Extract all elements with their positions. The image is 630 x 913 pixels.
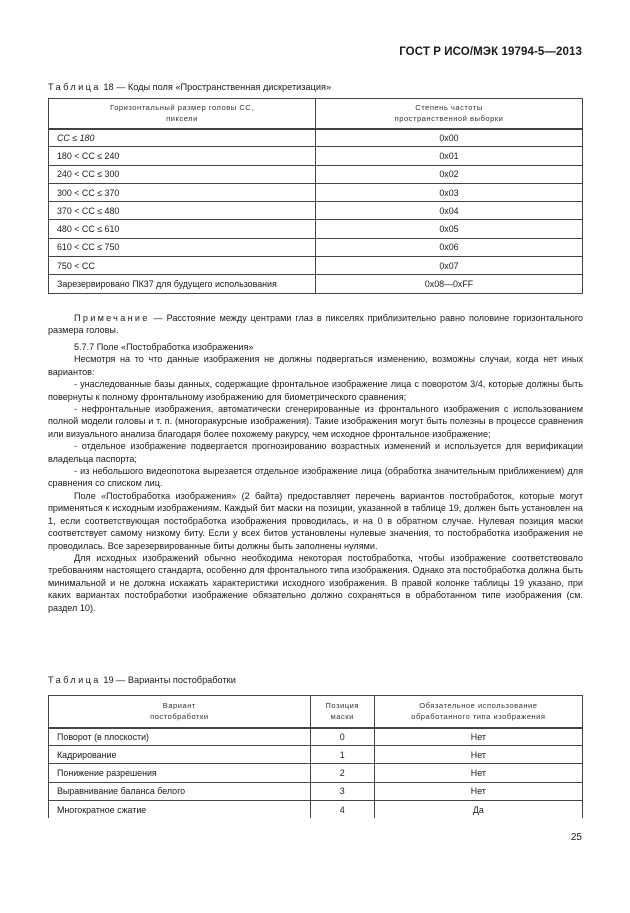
table-cell-variant: Понижение разрешения (49, 764, 311, 782)
table-cell-required: Нет (374, 728, 582, 746)
table-row (49, 202, 583, 220)
table-18-caption-text: 18 — Коды поля «Пространственная дискретизация» (100, 82, 332, 92)
note-text: — Расстояние между центрами глаз в пикселях приблизительно равно половине горизонтального размера головы. (48, 313, 583, 336)
table-cell-range: 300 < CC ≤ 370 (49, 183, 316, 201)
table-cell-required: Нет (374, 782, 582, 800)
table-row (49, 800, 583, 818)
table-cell-range: 750 < CC (49, 257, 316, 275)
table-18-caption (48, 82, 331, 92)
table-cell-code: 0x01 (316, 147, 583, 165)
table-cell-range: 240 < CC ≤ 300 (49, 165, 316, 183)
table-19-caption-word: Таблица (48, 675, 101, 685)
table-19-col-head-variant: Вариант постобработки (49, 696, 311, 728)
table-cell-code: 0x06 (316, 238, 583, 256)
table-cell-position: 2 (310, 764, 374, 782)
table-cell-code: 0x05 (316, 220, 583, 238)
table-cell-range: 610 < CC ≤ 750 (49, 238, 316, 256)
table-cell-range: CC ≤ 180 (49, 129, 316, 147)
paragraph: Поле «Постобработка изображения» (2 байта) предоставляет перечень вариантов постобработок, которые могут применяться к исходным изображениям. Каждый бит маски на позиции, указанной в таблице 19, должен быть установлен на 1, если соответствующая постобработка изображения проводилась, и на 0 в обратном случае. Нулевая позиция маски соответствует самому низкому биту. Если у всех битов установлены нулевые значения, то постобработка изображения не проводилась. Все зарезервированные биты должны быть заполнены нулями. (48, 490, 583, 551)
table-cell-position: 3 (310, 782, 374, 800)
paragraph: Несмотря на то что данные изображения не должны подвергаться изменению, возможны случаи, когда нет иных вариантов: (48, 354, 583, 377)
section-5-7-7 (48, 341, 583, 614)
table-cell-code: 0x04 (316, 202, 583, 220)
list-item: - нефронтальные изображения, автоматически сгенерированные из фронтального изображения с использованием полной модели головы и т. п. (многоракурсные изображения). Такие изображения могут быть полезны в процессе сравнения или визуального анализа благодаря более похожему ракурсу, чем исходное фронтальное изображение; (48, 404, 583, 439)
table-cell-range: 370 < CC ≤ 480 (49, 202, 316, 220)
table-row (49, 165, 583, 183)
table-cell-variant: Выравнивание баланса белого (49, 782, 311, 800)
table-row (49, 129, 583, 147)
table-row (49, 275, 583, 293)
section-heading: 5.7.7 Поле «Постобработка изображения» (74, 342, 254, 352)
list-item: - унаследованные базы данных, содержащие фронтальное изображение лица с поворотом 3/4, которые должны быть повернуты к полному фронтальному изображению для биометрического сравнения; (48, 379, 583, 402)
table-19-col-head-position: Позиция маски (310, 696, 374, 728)
table-19-col-head-required: Обязательное использование обработанного типа изображения (374, 696, 582, 728)
table-row (49, 238, 583, 256)
table-cell-variant: Многократное сжатие (49, 800, 311, 818)
table-19 (48, 695, 583, 818)
table-cell-code: 0x08—0xFF (316, 275, 583, 293)
table-18-header-row (49, 99, 583, 129)
page-number: 25 (570, 832, 582, 843)
table-18-note (48, 312, 583, 337)
table-cell-range: 180 < CC ≤ 240 (49, 147, 316, 165)
table-cell-required: Да (374, 800, 582, 818)
table-row (49, 746, 583, 764)
table-cell-code: 0x07 (316, 257, 583, 275)
table-row (49, 220, 583, 238)
table-19-header-row (49, 696, 583, 728)
table-cell-range: Зарезервировано ПК37 для будущего использования (49, 275, 316, 293)
table-cell-required: Нет (374, 746, 582, 764)
paragraph: Для исходных изображений обычно необходима некоторая постобработка, чтобы изображение соответствовало требованиям настоящего стандарта, особенно для фронтального типа изображения. Однако эта постобработка должна быть минимальной и не должна искажать характеристики исходного изображения. В правой колонке таблицы 19 указано, при каких вариантах постобработки изображение обязательно должно сохраняться в обработанном типе изображения (см. раздел 10). (48, 552, 583, 613)
table-row (49, 183, 583, 201)
table-18 (48, 98, 583, 294)
table-cell-position: 0 (310, 728, 374, 746)
table-row (49, 728, 583, 746)
table-cell-code: 0x00 (316, 129, 583, 147)
table-18-caption-word: Таблица (48, 82, 101, 92)
table-row (49, 782, 583, 800)
table-row (49, 764, 583, 782)
table-cell-code: 0x02 (316, 165, 583, 183)
table-cell-position: 4 (310, 800, 374, 818)
note-label: Примечание (74, 313, 150, 323)
table-19-caption-text: 19 — Варианты постобработки (100, 675, 236, 685)
table-18-col-head-size: Горизонтальный размер головы CC, пиксели (49, 99, 316, 129)
table-row (49, 257, 583, 275)
table-row (49, 147, 583, 165)
table-19-caption (48, 675, 236, 685)
list-item: - отдельное изображение подвергается прогнозированию возрастных изменений и используется для верификации владельца паспорта; (48, 441, 583, 464)
table-cell-range: 480 < CC ≤ 610 (49, 220, 316, 238)
document-code: ГОСТ Р ИСО/МЭК 19794-5—2013 (399, 46, 582, 58)
table-cell-code: 0x03 (316, 183, 583, 201)
table-cell-position: 1 (310, 746, 374, 764)
table-cell-required: Нет (374, 764, 582, 782)
table-cell-variant: Поворот (в плоскости) (49, 728, 311, 746)
table-18-col-head-code: Степень частоты пространственной выборки (316, 99, 583, 129)
list-item: - из небольшого видеопотока вырезается отдельное изображение лица (обработка значительным приближением) для сравнения со списком лиц. (48, 466, 583, 489)
table-cell-variant: Кадрирование (49, 746, 311, 764)
